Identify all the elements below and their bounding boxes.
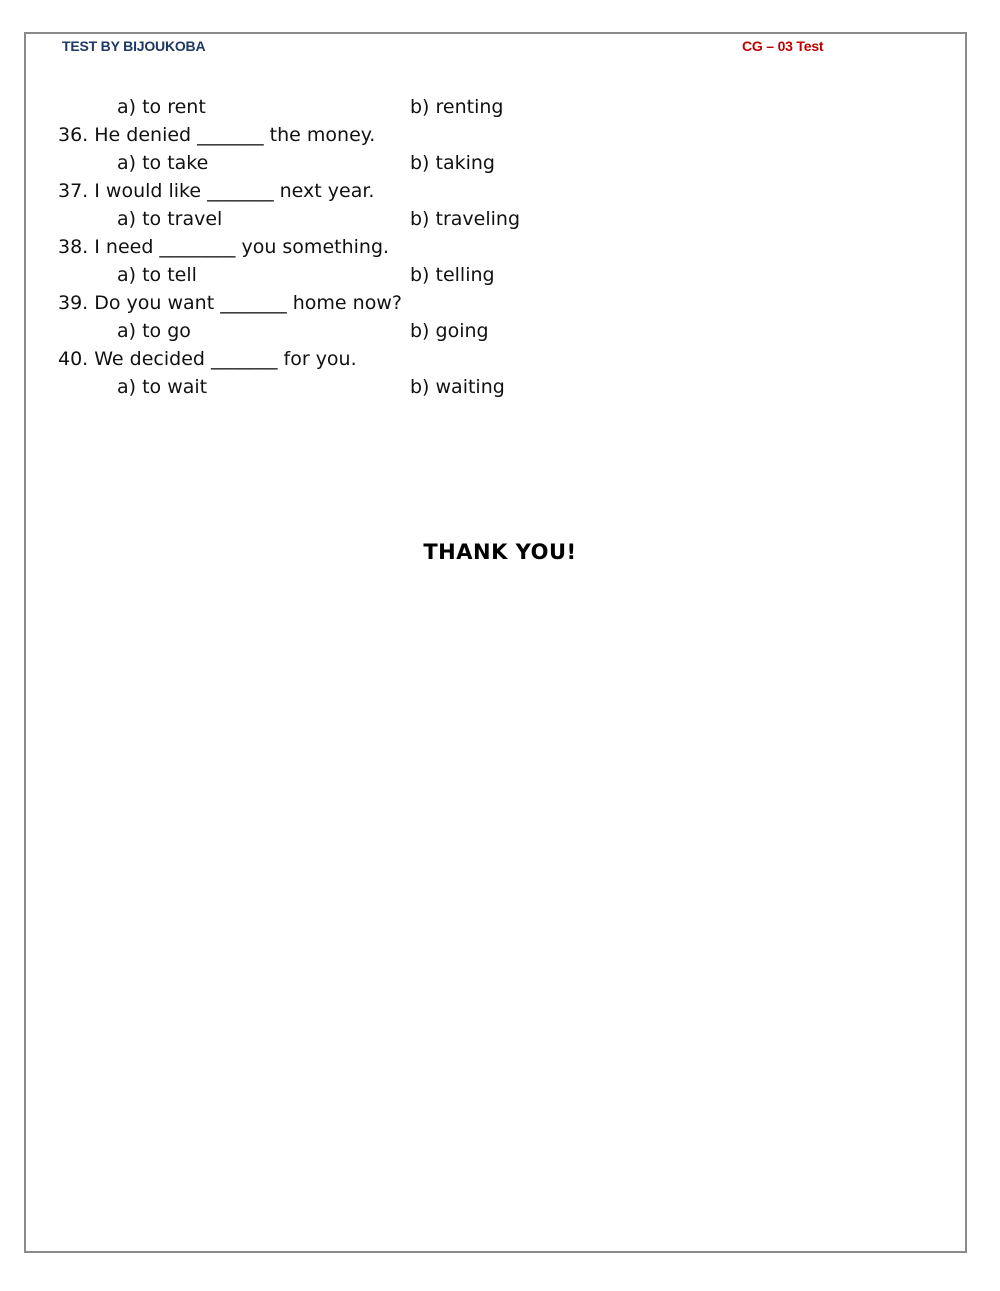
- closing-message: THANK YOU!: [423, 540, 577, 564]
- answer-options-row: [58, 261, 938, 289]
- answer-options-row: [58, 373, 938, 401]
- answer-options-row: [58, 149, 938, 177]
- answer-options-row: [58, 205, 938, 233]
- option-a[interactable]: a) to rent: [117, 96, 206, 118]
- header-author: TEST BY BIJOUKOBA: [62, 38, 206, 54]
- option-a[interactable]: a) to travel: [117, 208, 223, 230]
- answer-options-row: [58, 93, 938, 121]
- answer-options-row: [58, 317, 938, 345]
- option-a[interactable]: a) to tell: [117, 264, 197, 286]
- option-a[interactable]: a) to wait: [117, 376, 208, 398]
- option-a[interactable]: a) to take: [117, 152, 209, 174]
- questions-section: [58, 93, 938, 401]
- option-b[interactable]: b) traveling: [410, 208, 521, 230]
- option-b[interactable]: b) taking: [410, 152, 495, 174]
- option-a[interactable]: a) to go: [117, 320, 191, 342]
- question-38: 38. I need ________ you something.: [58, 236, 390, 258]
- option-b[interactable]: b) renting: [410, 96, 504, 118]
- option-b[interactable]: b) waiting: [410, 376, 505, 398]
- question-40: 40. We decided _______ for you.: [58, 348, 357, 370]
- question-39: 39. Do you want _______ home now?: [58, 292, 402, 314]
- option-b[interactable]: b) going: [410, 320, 489, 342]
- option-b[interactable]: b) telling: [410, 264, 495, 286]
- question-36: 36. He denied _______ the money.: [58, 124, 376, 146]
- header-test-id: CG – 03 Test: [742, 38, 824, 54]
- question-37: 37. I would like _______ next year.: [58, 180, 375, 202]
